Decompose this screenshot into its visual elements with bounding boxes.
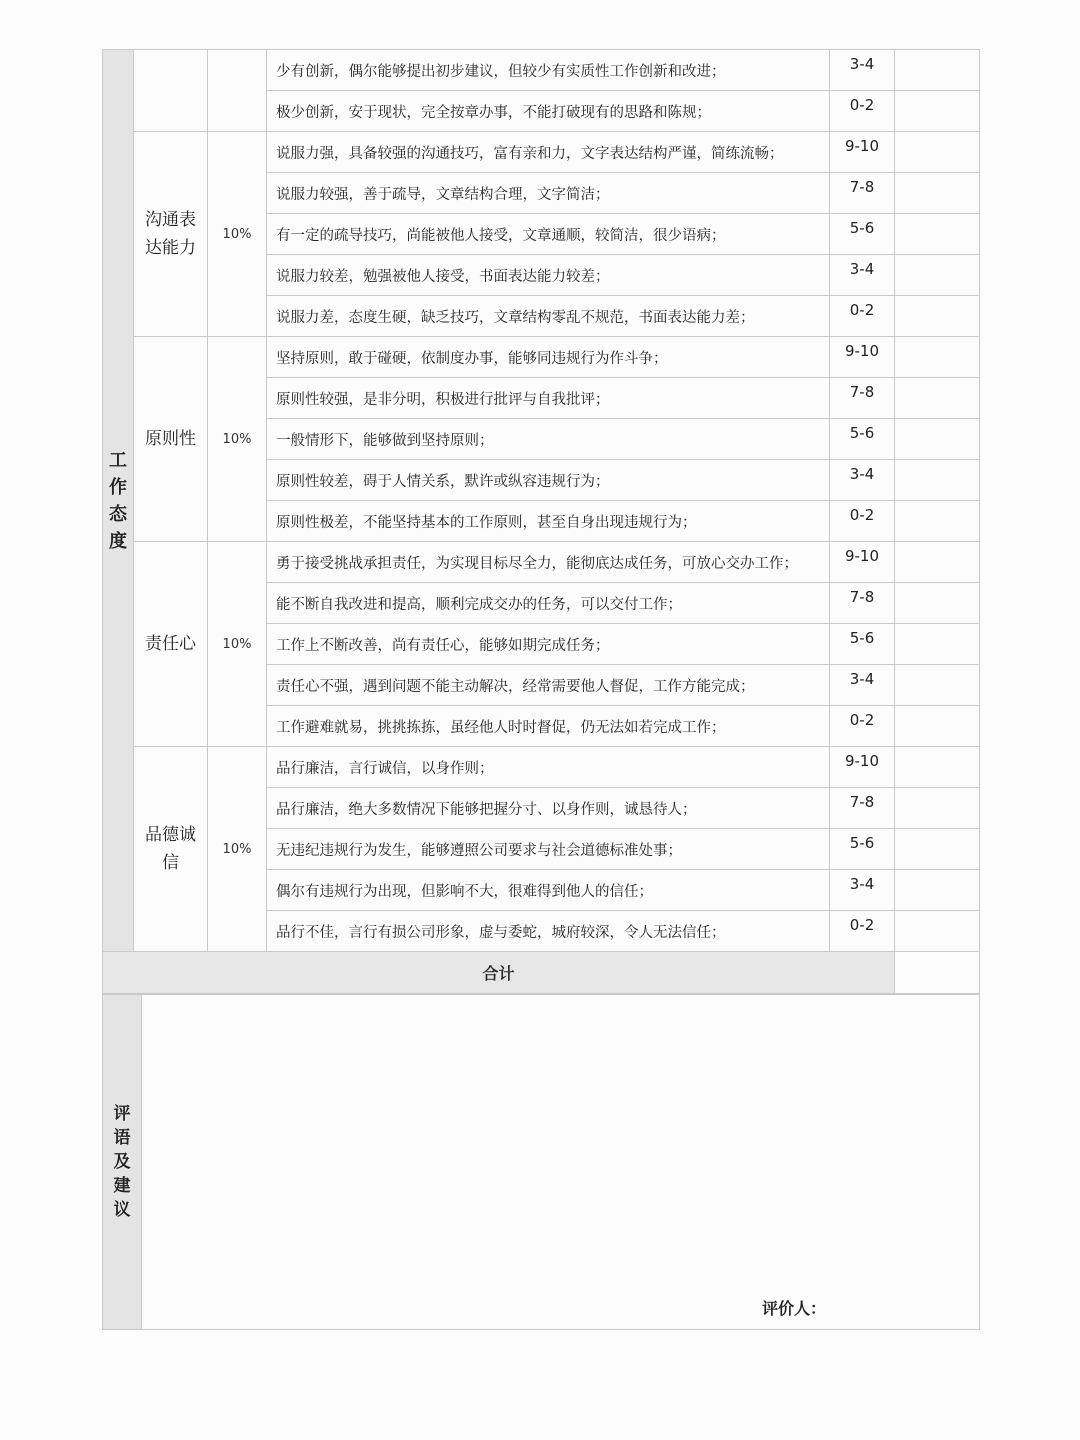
score-range: 9-10 xyxy=(830,132,895,173)
score-input-cell[interactable] xyxy=(895,214,980,255)
criterion-description: 说服力较差，勉强被他人接受，书面表达能力较差； xyxy=(267,255,830,296)
criterion-description: 说服力强，具备较强的沟通技巧，富有亲和力，文字表达结构严谨，简练流畅； xyxy=(267,132,830,173)
score-input-cell[interactable] xyxy=(895,132,980,173)
score-input-cell[interactable] xyxy=(895,460,980,501)
weight-cell xyxy=(208,50,267,132)
score-input-cell[interactable] xyxy=(895,50,980,91)
criteria-row xyxy=(103,747,980,788)
criterion-description: 无违纪违规行为发生，能够遵照公司要求与社会道德标准处事； xyxy=(267,829,830,870)
score-input-cell[interactable] xyxy=(895,788,980,829)
score-range: 0-2 xyxy=(830,911,895,952)
score-input-cell[interactable] xyxy=(895,624,980,665)
score-range: 0-2 xyxy=(830,706,895,747)
score-input-cell[interactable] xyxy=(895,870,980,911)
score-input-cell[interactable] xyxy=(895,583,980,624)
score-range: 7-8 xyxy=(830,788,895,829)
score-input-cell[interactable] xyxy=(895,419,980,460)
total-label: 合计 xyxy=(103,952,895,994)
score-range: 9-10 xyxy=(830,747,895,788)
score-range: 5-6 xyxy=(830,419,895,460)
score-input-cell[interactable] xyxy=(895,296,980,337)
score-range: 0-2 xyxy=(830,91,895,132)
criterion-description: 说服力较强，善于疏导，文章结构合理，文字简洁； xyxy=(267,173,830,214)
criterion-description: 有一定的疏导技巧，尚能被他人接受，文章通顺，较简洁，很少语病； xyxy=(267,214,830,255)
score-range: 9-10 xyxy=(830,337,895,378)
criteria-row xyxy=(103,542,980,583)
score-range: 5-6 xyxy=(830,214,895,255)
remarks-label-cell xyxy=(103,995,142,1330)
criteria-row xyxy=(103,132,980,173)
criterion-description: 工作避难就易，挑挑拣拣，虽经他人时时督促，仍无法如若完成工作； xyxy=(267,706,830,747)
score-range: 3-4 xyxy=(830,665,895,706)
item-label: 品德诚信 xyxy=(145,825,196,873)
score-input-cell[interactable] xyxy=(895,665,980,706)
criterion-description: 品行不佳，言行有损公司形象，虚与委蛇，城府较深，令人无法信任； xyxy=(267,911,830,952)
criterion-description: 工作上不断改善，尚有责任心，能够如期完成任务； xyxy=(267,624,830,665)
item-cell xyxy=(134,542,208,747)
item-label: 责任心 xyxy=(145,634,196,654)
remarks-table xyxy=(102,994,980,1330)
score-input-cell[interactable] xyxy=(895,378,980,419)
evaluation-sheet xyxy=(102,49,979,1345)
criterion-description: 能不断自我改进和提高，顺利完成交办的任务，可以交付工作； xyxy=(267,583,830,624)
criterion-description: 责任心不强，遇到问题不能主动解决，经常需要他人督促，工作方能完成； xyxy=(267,665,830,706)
item-cell xyxy=(134,50,208,132)
criteria-row xyxy=(103,337,980,378)
criterion-description: 品行廉洁，绝大多数情况下能够把握分寸、以身作则，诚恳待人； xyxy=(267,788,830,829)
score-input-cell[interactable] xyxy=(895,91,980,132)
item-cell xyxy=(134,747,208,952)
score-range: 0-2 xyxy=(830,501,895,542)
score-range: 0-2 xyxy=(830,296,895,337)
item-cell xyxy=(134,132,208,337)
remarks-row xyxy=(103,995,980,1330)
score-input-cell[interactable] xyxy=(895,911,980,952)
criterion-description: 极少创新，安于现状，完全按章办事，不能打破现有的思路和陈规； xyxy=(267,91,830,132)
remarks-input-area[interactable] xyxy=(142,995,980,1330)
criterion-description: 原则性较差，碍于人情关系，默许或纵容违规行为； xyxy=(267,460,830,501)
score-range: 7-8 xyxy=(830,583,895,624)
total-score-cell[interactable] xyxy=(895,952,980,994)
score-input-cell[interactable] xyxy=(895,829,980,870)
weight-cell: 10% xyxy=(208,747,267,952)
score-input-cell[interactable] xyxy=(895,542,980,583)
score-range: 3-4 xyxy=(830,460,895,501)
criterion-description: 品行廉洁，言行诚信，以身作则； xyxy=(267,747,830,788)
criterion-description: 坚持原则，敢于碰硬，依制度办事，能够同违规行为作斗争； xyxy=(267,337,830,378)
weight-cell: 10% xyxy=(208,132,267,337)
criterion-description: 原则性较强，是非分明，积极进行批评与自我批评； xyxy=(267,378,830,419)
remarks-label: 评语及建议 xyxy=(113,1104,131,1220)
evaluation-table xyxy=(102,49,980,994)
category-cell xyxy=(103,50,134,952)
criterion-description: 说服力差，态度生硬，缺乏技巧，文章结构零乱不规范，书面表达能力差； xyxy=(267,296,830,337)
criterion-description: 偶尔有违规行为出现，但影响不大，很难得到他人的信任； xyxy=(267,870,830,911)
score-input-cell[interactable] xyxy=(895,501,980,542)
criteria-row xyxy=(103,50,980,91)
criterion-description: 勇于接受挑战承担责任，为实现目标尽全力，能彻底达成任务，可放心交办工作； xyxy=(267,542,830,583)
criterion-description: 原则性极差，不能坚持基本的工作原则，甚至自身出现违规行为； xyxy=(267,501,830,542)
score-range: 3-4 xyxy=(830,255,895,296)
score-range: 5-6 xyxy=(830,829,895,870)
item-label: 原则性 xyxy=(145,429,196,449)
score-range: 7-8 xyxy=(830,378,895,419)
score-input-cell[interactable] xyxy=(895,747,980,788)
weight-cell: 10% xyxy=(208,542,267,747)
item-cell xyxy=(134,337,208,542)
score-range: 3-4 xyxy=(830,50,895,91)
item-label: 沟通表达能力 xyxy=(145,210,196,258)
score-input-cell[interactable] xyxy=(895,337,980,378)
score-range: 5-6 xyxy=(830,624,895,665)
score-input-cell[interactable] xyxy=(895,173,980,214)
score-range: 3-4 xyxy=(830,870,895,911)
category-label: 工作态度 xyxy=(109,449,127,552)
evaluator-label: 评价人： xyxy=(762,1299,827,1318)
score-input-cell[interactable] xyxy=(895,706,980,747)
score-range: 7-8 xyxy=(830,173,895,214)
total-row xyxy=(103,952,980,994)
criterion-description: 一般情形下，能够做到坚持原则； xyxy=(267,419,830,460)
score-range: 9-10 xyxy=(830,542,895,583)
criterion-description: 少有创新，偶尔能够提出初步建议，但较少有实质性工作创新和改进； xyxy=(267,50,830,91)
score-input-cell[interactable] xyxy=(895,255,980,296)
weight-cell: 10% xyxy=(208,337,267,542)
